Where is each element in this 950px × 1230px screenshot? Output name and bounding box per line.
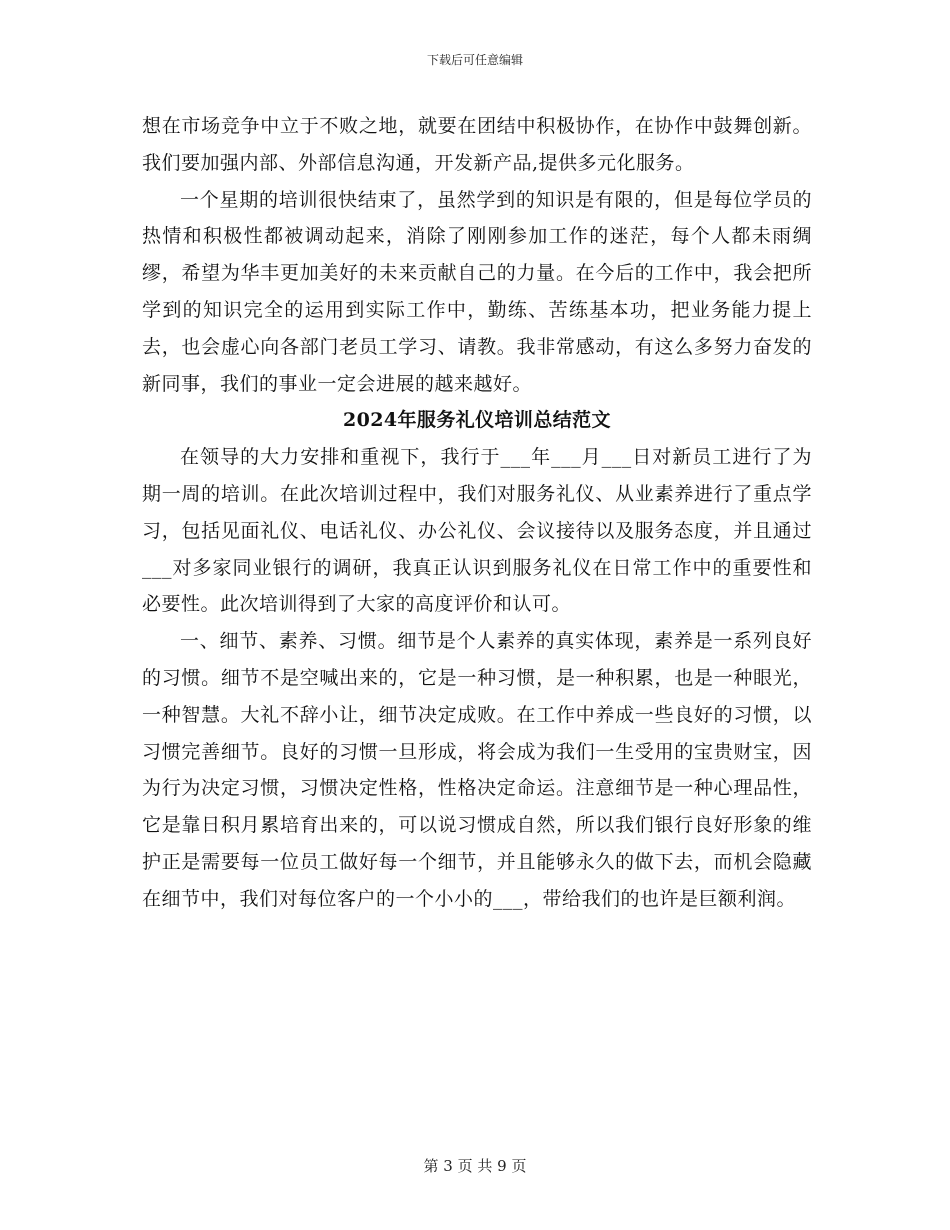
- page-number: 第 3 页 共 9 页: [423, 1157, 527, 1175]
- paragraph-training-summary: 一个星期的培训很快结束了，虽然学到的知识是有限的，但是每位学员的热情和积极性都被调动起来，消除了刚刚参加工作的迷茫，每个人都未雨绸缪，希望为华丰更加美好的未来贡献自己的力量。在今后的工作中，我会把所学到的知识完全的运用到实际工作中，勤练、苦练基本功，把业务能力提上去，也会虚心向各部门老员工学习、请教。我非常感动，有这么多努力奋发的新同事，我们的事业一定会进展的越来越好。: [142, 188, 812, 395]
- header-note: 下载后可任意编辑: [426, 53, 523, 67]
- paragraph-details-habits: 一、细节、素养、习惯。细节是个人素养的真实体现，素养是一系列良好的习惯。细节不是空喊出来的，它是一种习惯，是一种积累，也是一种眼光，一种智慧。大礼不辞小让，细节决定成败。在工作中养成一些良好的习惯，以习惯完善细节。良好的习惯一旦形成，将会成为我们一生受用的宝贵财宝，因为行为决定习惯，习惯决定性格，性格决定命运。注意细节是一种心理品性，它是靠日积月累培育出来的，可以说习惯成自然，所以我们银行良好形象的维护正是需要每一位员工做好每一个细节，并且能够永久的做下去，而机会隐藏在细节中，我们对每位客户的一个小小的___，带给我们的也许是巨额利润。: [142, 630, 812, 910]
- section-title: 2024年服务礼仪培训总结范文: [343, 409, 611, 432]
- document-content: [142, 108, 812, 918]
- paragraph-continuation: 想在市场竞争中立于不败之地，就要在团结中积极协作，在协作中鼓舞创新。我们要加强内部、外部信息沟通，开发新产品,提供多元化服务。: [142, 115, 812, 174]
- paragraph-introduction: 在领导的大力安排和重视下，我行于___年___月___日对新员工进行了为期一周的培训。在此次培训过程中，我们对服务礼仪、从业素养进行了重点学习，包括见面礼仪、电话礼仪、办公礼仪、会议接待以及服务态度，并且通过___对多家同业银行的调研，我真正认识到服务礼仪在日常工作中的重要性和必要性。此次培训得到了大家的高度评价和认可。: [142, 446, 812, 616]
